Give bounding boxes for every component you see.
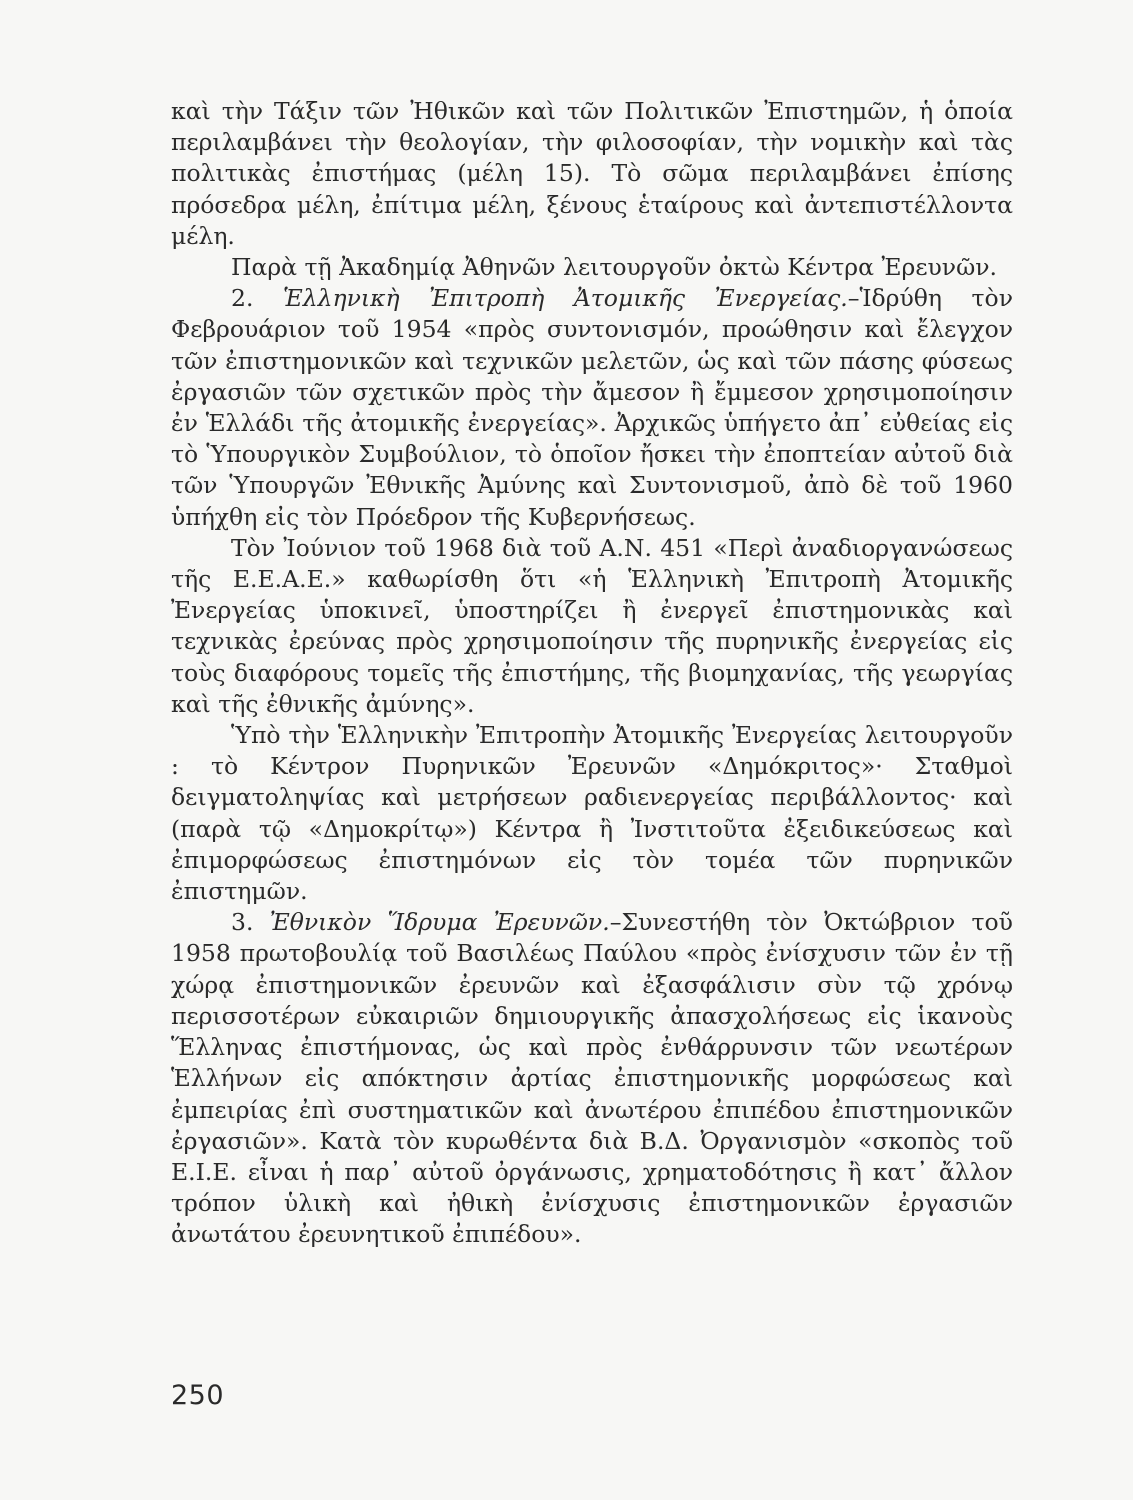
- paragraph-text: Ὑπὸ τὴν Ἑλληνικὴν Ἐπιτροπὴν Ἀτομικῆς Ἐνεργείας λειτουργοῦν : τὸ Κέντρον Πυρηνικῶν Ἐρευνῶν «Δημόκριτος»· Σταθμοὶ δειγματοληψίας καὶ μετρήσεων ραδιενεργείας περιβάλλοντος· καὶ (παρὰ τῷ «Δημοκρίτῳ») Κέντρα ἢ Ἰνστιτοῦτα ἐξειδικεύσεως καὶ ἐπιμορφώσεως ἐπιστημόνων εἰς τὸν τομέα τῶν πυρηνικῶν ἐπιστημῶν.: [171, 721, 1013, 906]
- paragraph-1968-law: [171, 533, 1013, 720]
- page-number: 250: [171, 1380, 225, 1411]
- section-heading: Ἑλληνικὴ Ἐπιτροπὴ Ἀτομικῆς Ἐνεργείας.: [282, 284, 848, 313]
- paragraph-research-centers: [171, 252, 1013, 283]
- section-heading: Ἐθνικὸν Ἵδρυμα Ἐρευνῶν.: [269, 908, 610, 937]
- paragraph-text: καὶ τὴν Τάξιν τῶν Ἠθικῶν καὶ τῶν Πολιτικῶν Ἐπιστημῶν, ἡ ὁποία περιλαμβάνει τὴν θεολογίαν, τὴν φιλοσοφίαν, τὴν νομικὴν καὶ τὰς πολιτικὰς ἐπιστήμας (μέλη 15). Τὸ σῶμα περιλαμβάνει ἐπίσης πρόσεδρα μέλη, ἐπίτιμα μέλη, ξένους ἑταίρους καὶ ἀντεπιστέλλοντα μέλη.: [171, 97, 1013, 250]
- paragraph-demokritos: [171, 720, 1013, 907]
- section-number: 3.: [231, 908, 254, 937]
- paragraph-academy-classes: [171, 96, 1013, 252]
- section-3-national-research-foundation: [171, 907, 1013, 1250]
- paragraph-text: –Ἱδρύθη τὸν Φεβρουάριον τοῦ 1954 «πρὸς συντονισμόν, προώθησιν καὶ ἔλεγχον τῶν ἐπιστημονικῶν καὶ τεχνικῶν μελετῶν, ὡς καὶ τῶν πάσης φύσεως ἐργασιῶν τῶν σχετικῶν πρὸς τὴν ἄμεσον ἢ ἔμμεσον χρησιμοποίησιν ἐν Ἑλλάδι τῆς ἀτομικῆς ἐνεργείας». Ἀρχικῶς ὑπήγετο ἀπ᾽ εὐθείας εἰς τὸ Ὑπουργικὸν Συμβούλιον, τὸ ὁποῖον ἤσκει τὴν ἐποπτείαν αὐτοῦ διὰ τῶν Ὑπουργῶν Ἐθνικῆς Ἀμύνης καὶ Συντονισμοῦ, ἀπὸ δὲ τοῦ 1960 ὑπήχθη εἰς τὸν Πρόεδρον τῆς Κυβερνήσεως.: [171, 284, 1013, 531]
- section-number: 2.: [231, 284, 254, 313]
- paragraph-text: –Συνεστήθη τὸν Ὀκτώβριον τοῦ 1958 πρωτοβουλίᾳ τοῦ Βασιλέως Παύλου «πρὸς ἐνίσχυσιν τῶν ἐν τῇ χώρᾳ ἐπιστημονικῶν ἐρευνῶν καὶ ἐξασφάλισιν σὺν τῷ χρόνῳ περισσοτέρων εὐκαιριῶν δημιουργικῆς ἀπασχολήσεως εἰς ἱκανοὺς Ἕλληνας ἐπιστήμονας, ὡς καὶ πρὸς ἐνθάρρυνσιν τῶν νεωτέρων Ἑλλήνων εἰς απόκτησιν ἀρτίας ἐπιστημονικῆς μορφώσεως καὶ ἐμπειρίας ἐπὶ συστηματικῶν καὶ ἀνωτέρου ἐπιπέδου ἐπιστημονικῶν ἐργασιῶν». Κατὰ τὸν κυρωθέντα διὰ Β.Δ. Ὀργανισμὸν «σκοπὸς τοῦ Ε.Ι.Ε. εἶναι ἡ παρ᾽ αὐτοῦ ὀργάνωσις, χρηματοδότησις ἢ κατ᾽ ἄλλον τρόπον ὑλικὴ καὶ ἠθικὴ ἐνίσχυσις ἐπιστημονικῶν ἐργασιῶν ἀνωτάτου ἐρευνητικοῦ ἐπιπέδου».: [171, 908, 1013, 1249]
- body-text: [171, 96, 1013, 1251]
- section-2-atomic-energy-commission: [171, 283, 1013, 533]
- paragraph-text: Παρὰ τῇ Ἀκαδημίᾳ Ἀθηνῶν λειτουργοῦν ὀκτὼ Κέντρα Ἐρευνῶν.: [231, 253, 997, 282]
- paragraph-text: Τὸν Ἰούνιον τοῦ 1968 διὰ τοῦ Α.Ν. 451 «Περὶ ἀναδιοργανώσεως τῆς Ε.Ε.Α.Ε.» καθωρίσθη ὅτι «ἡ Ἑλληνικὴ Ἐπιτροπὴ Ἀτομικῆς Ἐνεργείας ὑποκινεῖ, ὑποστηρίζει ἢ ἐνεργεῖ ἐπιστημονικὰς καὶ τεχνικὰς ἐρεύνας πρὸς χρησιμοποίησιν τῆς πυρηνικῆς ἐνεργείας εἰς τοὺς διαφόρους τομεῖς τῆς ἐπιστήμης, τῆς βιομηχανίας, τῆς γεωργίας καὶ τῆς ἐθνικῆς ἀμύνης».: [171, 533, 1013, 718]
